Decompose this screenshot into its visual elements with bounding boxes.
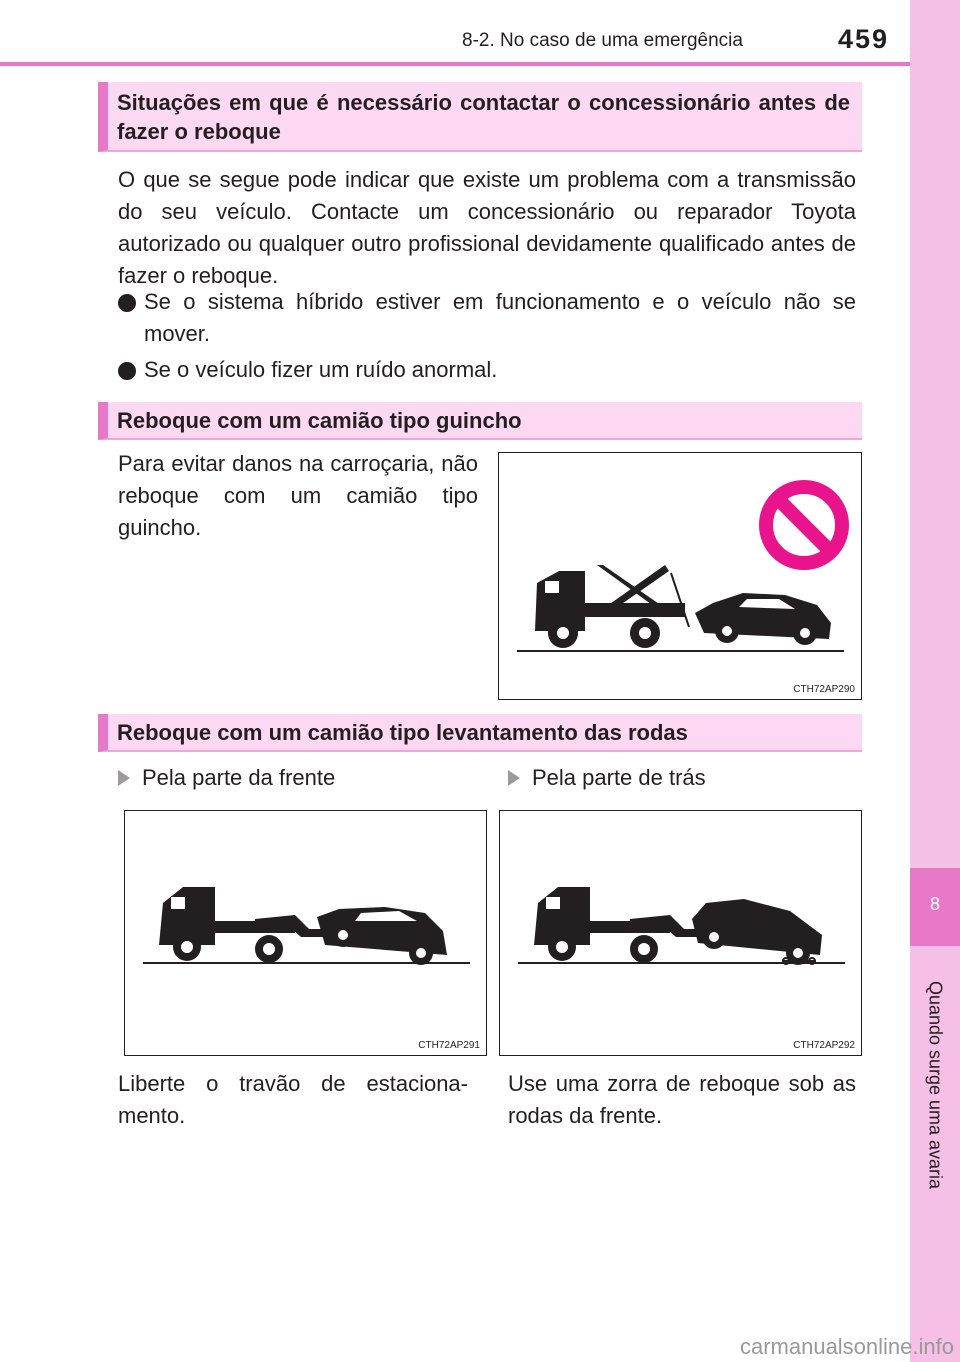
bullet-text: Se o veículo fizer um ruído anormal. (144, 357, 498, 382)
triangle-bullet-icon (118, 770, 130, 786)
page-number: 459 (838, 24, 890, 54)
bullet-item (118, 286, 856, 350)
figure-wheel-lift-rear (499, 810, 862, 1056)
prohibition-icon (766, 487, 842, 563)
watermark: carmanualsonline.info (739, 1334, 954, 1359)
sling-truck-illustration (499, 453, 860, 698)
running-header: 8-2. No caso de uma emergência (462, 30, 743, 51)
section-paragraph-transmission: O que se segue pode indicar que existe um problema com a transmissão do seu veículo. Contacte um concessionário ou reparador Toyota autorizado ou qualquer outro profissional devidamente qualificado antes de fazer o reboque. (118, 167, 856, 288)
sub-label-rear-text: Pela parte de trás (532, 765, 706, 790)
bullet-item (118, 354, 856, 386)
wheel-lift-front-illustration (125, 811, 485, 1054)
section-heading-sling-truck: Reboque com um camião tipo guincho (98, 402, 862, 440)
triangle-bullet-icon (508, 770, 520, 786)
header-rule (0, 62, 910, 66)
bullet-text: Se o sistema híbrido estiver em funcionamento e o veículo não se mover. (144, 289, 856, 346)
figure-code: CTH72AP292 (793, 1040, 855, 1051)
sub-label-front-text: Pela parte da frente (142, 765, 336, 790)
section-paragraph-sling-truck: Para evitar danos na carroçaria, não reboque com um camião tipo guincho. (118, 451, 478, 540)
section-heading-wheel-lift: Reboque com um camião tipo levantamento das rodas (98, 714, 862, 752)
sub-label-front (118, 764, 335, 792)
bullet-icon (118, 294, 136, 312)
tow-truck-icon (535, 565, 685, 648)
figure-code: CTH72AP291 (418, 1040, 480, 1051)
figure-code: CTH72AP290 (793, 684, 855, 695)
wheel-lift-rear-illustration (500, 811, 860, 1054)
chapter-title: Quando surge uma avaria (925, 980, 946, 1190)
section-heading-dealer: Situações em que é necessário contactar o concessionário antes de fazer o reboque (98, 82, 862, 152)
figure-sling-truck-prohibited (498, 452, 862, 700)
caption-front: Liberte o travão de estaciona-mento. (118, 1071, 468, 1128)
sub-label-rear (508, 764, 706, 792)
bullet-icon (118, 362, 136, 380)
chapter-number: 8 (929, 894, 940, 914)
caption-rear: Use uma zorra de reboque sob as rodas da frente. (508, 1071, 856, 1128)
figure-wheel-lift-front (124, 810, 487, 1056)
